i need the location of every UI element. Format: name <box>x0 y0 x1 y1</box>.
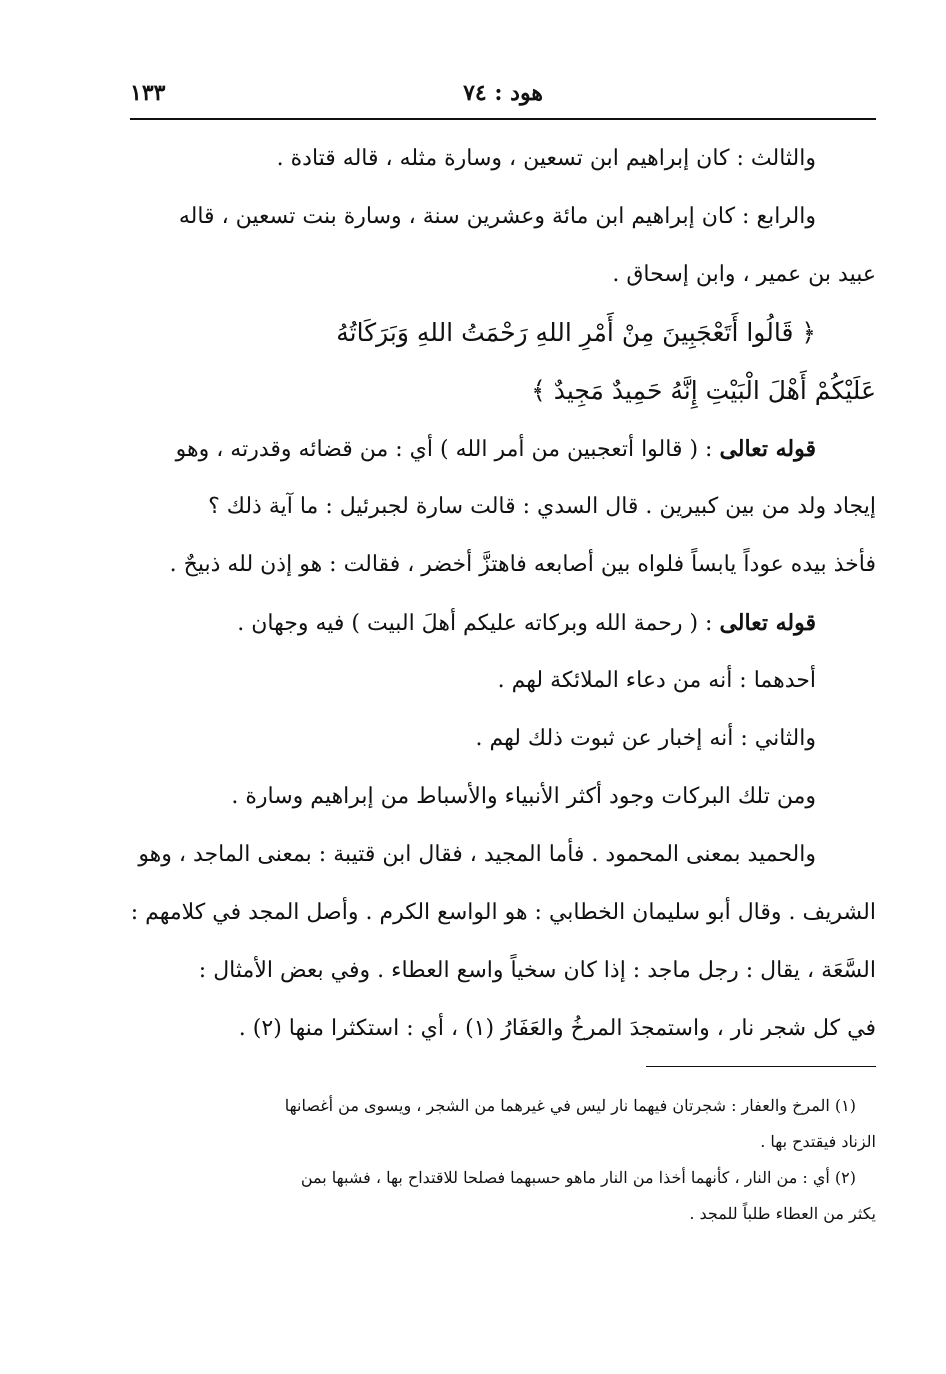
commentary-text: : ( قالوا أتعجبين من أمر الله ) أي : من قضائه وقدرته ، وهو <box>175 437 713 462</box>
paragraph-line: إيجاد ولد من بين كبيرين . قال السدي : قالت سارة لجبرئيل : ما آية ذلك ؟ <box>208 494 876 519</box>
quran-verse-line: ﴿ قَالُوا أَتَعْجَبِينَ مِنْ أَمْرِ اللهِ رَحْمَتُ اللهِ وَبَرَكَاتُهُ <box>336 318 816 347</box>
footnote-line: (١) المرخ والعفار : شجرتان فيهما نار ليس في غيرهما من الشجر ، ويسوى من أغصانها <box>284 1096 856 1115</box>
paragraph-line: أحدهما : أنه من دعاء الملائكة لهم . <box>497 668 816 693</box>
surah-reference: هود : ٧٤ <box>463 80 543 106</box>
footnotes <box>130 1088 876 1232</box>
commentary-text: : ( رحمة الله وبركاته عليكم أهلَ البيت ) فيه وجهان . <box>237 611 713 636</box>
commentary-term: قوله تعالى <box>719 436 816 462</box>
paragraph-line: فأخذ بيده عوداً يابساً فلواه بين أصابعه فاهتزَّ أخضر ، فقالت : هو إذن لله ذبيحٌ . <box>169 552 876 577</box>
paragraph-line: والثالث : كان إبراهيم ابن تسعين ، وسارة مثله ، قاله قتادة . <box>276 146 816 171</box>
footnote-line: (٢) أي : من النار ، كأنهما أخذا من النار ماهو حسبهما فصلحا للاقتداح بها ، فشبها بمن <box>300 1168 856 1187</box>
footnote-rule <box>646 1066 876 1067</box>
paragraph-line: السَّعَة ، يقال : رجل ماجد : إذا كان سخياً واسع العطاء . وفي بعض الأمثال : <box>198 958 876 983</box>
header-rule <box>130 118 876 120</box>
paragraph-line: عبيد بن عمير ، وابن إسحاق . <box>612 262 876 287</box>
footnote-line: يكثر من العطاء طلباً للمجد . <box>689 1204 876 1223</box>
paragraph-line: ومن تلك البركات وجود أكثر الأنبياء والأسباط من إبراهيم وسارة . <box>231 784 816 809</box>
paragraph-line: في كل شجر نار ، واستمجدَ المرخُ والعَفَارُ (١) ، أي : استكثرا منها (٢) . <box>238 1016 876 1041</box>
paragraph-line: والحميد بمعنى المحمود . فأما المجيد ، فقال ابن قتيبة : بمعنى الماجد ، وهو <box>138 842 816 867</box>
commentary-term: قوله تعالى <box>719 610 816 636</box>
paragraph-line <box>130 594 876 652</box>
paragraph-line <box>130 420 876 478</box>
paragraph-line: والرابع : كان إبراهيم ابن مائة وعشرين سنة ، وسارة بنت تسعين ، قاله <box>178 204 816 229</box>
running-header <box>130 78 876 108</box>
page-number: ١٣٣ <box>130 80 166 106</box>
paragraph-line: الشريف . وقال أبو سليمان الخطابي : هو الواسع الكرم . وأصل المجد في كلامهم : <box>130 900 876 925</box>
quran-verse-line: عَلَيْكُمْ أَهْلَ الْبَيْتِ إِنَّهُ حَمِيدٌ مَجِيدٌ ﴾ <box>531 376 876 405</box>
footnote-line: الزناد فيقتدح بها . <box>760 1132 876 1151</box>
paragraph-line: والثاني : أنه إخبار عن ثبوت ذلك لهم . <box>475 726 816 751</box>
main-text <box>130 130 876 1058</box>
